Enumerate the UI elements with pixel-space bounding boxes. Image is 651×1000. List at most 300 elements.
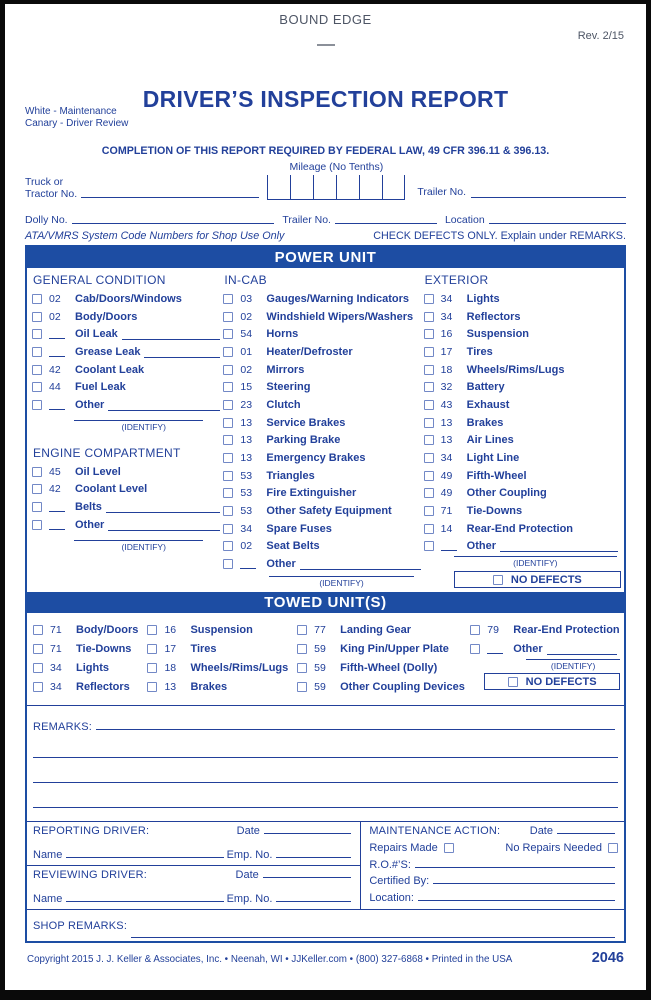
vmrs-code: 03 (240, 292, 253, 305)
defect-checkbox[interactable] (147, 682, 157, 692)
location-label: Location: (369, 892, 414, 904)
vmrs-code: 17 (164, 642, 177, 655)
remarks-line[interactable] (33, 758, 618, 783)
item-label: Other (466, 540, 497, 553)
emp-no-label: Emp. No. (226, 848, 273, 861)
checklist-item (223, 343, 423, 361)
vmrs-code: 15 (240, 381, 253, 394)
truck-no-field[interactable] (81, 196, 259, 198)
name-field[interactable] (66, 900, 223, 902)
item-label: Wheels/Rims/Lugs (190, 661, 289, 674)
defect-checkbox[interactable] (424, 418, 434, 428)
checklist-item (33, 658, 147, 677)
checklist-item (223, 290, 423, 308)
item-label: Brakes (190, 680, 228, 693)
checklist-item (424, 343, 621, 361)
defect-checkbox[interactable] (424, 365, 434, 375)
no-defects-label: NO DEFECTS (525, 675, 597, 688)
defect-checkbox[interactable] (223, 312, 233, 322)
remarks-line[interactable] (33, 733, 618, 758)
exterior-column (424, 272, 621, 588)
no-defects-checkbox[interactable] (508, 677, 518, 687)
checklist-item (424, 308, 621, 326)
date-label: Date (529, 825, 553, 837)
defect-checkbox[interactable] (470, 625, 480, 635)
emp-no-field[interactable] (276, 900, 351, 902)
drivers-column (27, 822, 361, 909)
item-label: Clutch (266, 398, 301, 411)
defect-checkbox[interactable] (223, 435, 233, 445)
in-cab-list (223, 290, 423, 573)
reporting-driver-block (27, 822, 360, 866)
identify-label: (IDENTIFY) (121, 541, 166, 552)
defect-checkbox[interactable] (223, 541, 233, 551)
item-label: Lights (76, 661, 109, 674)
vmrs-code (49, 520, 65, 530)
vmrs-code: 32 (440, 381, 453, 394)
identify-label: (IDENTIFY) (319, 578, 364, 588)
vmrs-code (49, 329, 65, 339)
location-label: Location (444, 214, 485, 226)
vmrs-code: 79 (487, 623, 499, 636)
identify-block (74, 420, 213, 432)
vmrs-code: 14 (440, 522, 453, 535)
defect-checkbox[interactable] (424, 506, 434, 516)
item-label: Other (513, 642, 543, 655)
defect-checkbox[interactable] (223, 294, 233, 304)
defect-checkbox[interactable] (32, 484, 42, 494)
bound-edge-label: BOUND EDGE (279, 12, 372, 27)
checklist-item (470, 620, 620, 639)
ro-numbers-label: R.O.#’S: (369, 858, 411, 871)
write-in-line[interactable] (108, 409, 220, 411)
checklist-item (223, 520, 423, 538)
checklist-item (32, 361, 223, 379)
vmrs-code: 34 (50, 680, 62, 693)
vmrs-code: 49 (440, 487, 453, 500)
exterior-list (424, 290, 621, 555)
checklist-item (297, 658, 470, 677)
checklist-item (223, 361, 423, 379)
defect-checkbox[interactable] (33, 644, 43, 654)
defect-checkbox[interactable] (223, 329, 233, 339)
vmrs-code: 13 (240, 434, 253, 447)
vmrs-code: 59 (314, 661, 326, 674)
federal-law-note: COMPLETION OF THIS REPORT REQUIRED BY FEDERAL LAW, 49 CFR 396.11 & 396.13. (101, 145, 550, 157)
defect-checkbox[interactable] (223, 453, 233, 463)
vmrs-code: 71 (50, 642, 62, 655)
item-label: Fire Extinguisher (266, 487, 357, 500)
checklist-item (223, 414, 423, 432)
defect-checkbox[interactable] (147, 644, 157, 654)
item-label: Tie-Downs (466, 505, 523, 518)
vmrs-code: 16 (440, 328, 453, 341)
no-repairs-needed-label: No Repairs Needed (505, 841, 602, 854)
item-label: Spare Fuses (266, 522, 332, 535)
vmrs-code: 42 (49, 483, 61, 496)
vmrs-code: 13 (240, 416, 253, 429)
vmrs-code: 13 (164, 680, 177, 693)
defect-checkbox[interactable] (223, 418, 233, 428)
no-defects-checkbox[interactable] (493, 575, 503, 585)
identify-line[interactable] (526, 659, 620, 660)
vmrs-code: 59 (314, 642, 326, 655)
checklist-item (424, 538, 621, 556)
remarks-label: REMARKS: (33, 721, 93, 733)
item-label: Wheels/Rims/Lugs (466, 363, 565, 376)
identify-block (454, 556, 617, 568)
identify-label: (IDENTIFY) (550, 661, 596, 671)
vmrs-code: 44 (49, 381, 61, 394)
vmrs-code (49, 400, 65, 410)
defect-checkbox[interactable] (33, 663, 43, 673)
vmrs-code: 16 (164, 623, 177, 636)
vmrs-code (49, 502, 65, 512)
item-label: Fifth-Wheel (Dolly) (340, 661, 438, 674)
mileage-boxes[interactable] (267, 175, 405, 200)
defect-checkbox[interactable] (297, 644, 307, 654)
defect-checkbox[interactable] (32, 502, 42, 512)
defect-checkbox[interactable] (424, 294, 434, 304)
checklist-item (223, 325, 423, 343)
vmrs-code: 53 (240, 469, 253, 482)
form-page (5, 4, 646, 990)
item-label: Triangles (266, 469, 315, 482)
item-label: Tie-Downs (76, 642, 132, 655)
vmrs-code: 34 (440, 292, 453, 305)
item-label: Coolant Leak (75, 363, 145, 376)
vmrs-code (487, 644, 503, 654)
identify-line[interactable] (454, 556, 617, 557)
in-cab-column (223, 272, 423, 588)
ro-numbers-field[interactable] (415, 866, 615, 868)
item-label: Other Coupling Devices (340, 680, 465, 693)
checklist-item (424, 449, 621, 467)
item-label: Emergency Brakes (266, 452, 366, 465)
checklist-item (424, 378, 621, 396)
item-label: Body/Doors (76, 623, 139, 636)
shop-remarks-field[interactable] (131, 936, 615, 938)
item-label: Reflectors (76, 680, 130, 693)
checklist-item (424, 325, 621, 343)
defect-checkbox[interactable] (32, 312, 42, 322)
defect-checkbox[interactable] (32, 467, 42, 477)
trailer-no-2-label: Trailer No. (282, 214, 331, 226)
checklist-item (424, 520, 621, 538)
reviewing-driver-block (27, 866, 360, 910)
item-label: Coolant Level (75, 483, 148, 496)
inspection-table (25, 245, 626, 943)
form-header (25, 4, 626, 157)
defect-checkbox[interactable] (223, 488, 233, 498)
defect-checkbox[interactable] (223, 382, 233, 392)
defect-checkbox[interactable] (32, 347, 42, 357)
trailer-no-2-field[interactable] (335, 222, 437, 224)
defect-checkbox[interactable] (223, 506, 233, 516)
checklist-item (223, 467, 423, 485)
checklist-item (424, 467, 621, 485)
vmrs-code: 59 (314, 680, 326, 693)
date-label: Date (236, 825, 260, 837)
vmrs-code: 34 (240, 522, 253, 535)
defect-checkbox[interactable] (33, 625, 43, 635)
location-field[interactable] (418, 899, 615, 901)
item-label: Landing Gear (340, 623, 412, 636)
checklist-item (223, 449, 423, 467)
checklist-item (424, 396, 621, 414)
item-label: Parking Brake (266, 434, 341, 447)
defect-checkbox[interactable] (33, 682, 43, 692)
reporting-driver-label: REPORTING DRIVER: (33, 825, 150, 837)
identify-block (526, 659, 620, 671)
signature-section (27, 821, 624, 909)
location-field[interactable] (489, 222, 626, 224)
towed-column-4-list (470, 620, 620, 658)
write-in-line[interactable] (106, 511, 221, 513)
item-label: Heater/Defroster (266, 345, 353, 358)
checklist-item (223, 378, 423, 396)
item-label: Suspension (466, 328, 530, 341)
no-defects-label: NO DEFECTS (510, 573, 582, 586)
identify-block (74, 540, 213, 552)
defect-checkbox[interactable] (424, 541, 434, 551)
item-label: Cab/Doors/Windows (75, 292, 182, 305)
identify-line[interactable] (74, 540, 203, 541)
checklist-item (424, 485, 621, 503)
dolly-no-field[interactable] (72, 222, 275, 224)
item-label: Seat Belts (266, 540, 320, 553)
identify-line[interactable] (74, 420, 203, 421)
checklist-item (424, 432, 621, 450)
identify-label: (IDENTIFY) (121, 421, 166, 432)
defect-checkbox[interactable] (32, 294, 42, 304)
item-label: Other (75, 518, 105, 531)
vmrs-code: 01 (240, 345, 253, 358)
checklist-item (147, 658, 297, 677)
checklist-item (32, 498, 223, 516)
certified-by-field[interactable] (433, 882, 615, 884)
date-field[interactable] (264, 832, 351, 834)
defect-checkbox[interactable] (32, 329, 42, 339)
defect-checkbox[interactable] (223, 471, 233, 481)
towed-column-4 (470, 620, 620, 699)
item-label: Tires (466, 345, 493, 358)
defect-checkbox[interactable] (223, 365, 233, 375)
defect-checkbox[interactable] (297, 663, 307, 673)
checklist-item (147, 639, 297, 658)
defect-checkbox[interactable] (223, 347, 233, 357)
vmrs-code: 02 (240, 310, 253, 323)
in-cab-heading: IN-CAB (224, 273, 267, 287)
shop-remarks-label: SHOP REMARKS: (33, 919, 128, 932)
trailer-no-field[interactable] (471, 196, 626, 198)
item-label: Battery (466, 381, 505, 394)
instructions-row (25, 230, 626, 242)
checklist-item (223, 555, 423, 573)
item-label: Horns (266, 328, 299, 341)
vmrs-code: 77 (314, 623, 326, 636)
remarks-section (27, 705, 624, 821)
defect-checkbox[interactable] (223, 400, 233, 410)
engine-compartment-list (32, 463, 223, 534)
vmrs-code: 53 (240, 487, 253, 500)
remarks-line[interactable] (33, 783, 618, 808)
defect-checkbox[interactable] (424, 453, 434, 463)
item-label: Exhaust (466, 398, 510, 411)
vmrs-code: 13 (240, 452, 253, 465)
power-unit-body (27, 268, 624, 592)
write-in-line[interactable] (300, 568, 421, 570)
checklist-item (32, 481, 223, 499)
defect-checkbox[interactable] (147, 625, 157, 635)
defect-checkbox[interactable] (32, 382, 42, 392)
checklist-item (32, 463, 223, 481)
dolly-no-label: Dolly No. (25, 214, 68, 226)
towed-column-3 (297, 620, 470, 699)
towed-unit-header: TOWED UNIT(S) (27, 592, 624, 613)
mileage-group (267, 161, 405, 200)
item-label: Air Lines (466, 434, 514, 447)
dolly-row (25, 200, 626, 226)
item-label: Belts (75, 501, 102, 514)
item-label: Suspension (190, 623, 253, 636)
vmrs-code: 13 (440, 416, 453, 429)
defect-checkbox[interactable] (424, 524, 434, 534)
vmrs-code (49, 347, 65, 357)
item-label: Gauges/Warning Indicators (266, 292, 410, 305)
towed-unit-no-defects (484, 673, 620, 690)
power-unit-header: POWER UNIT (27, 247, 624, 268)
checklist-item (32, 516, 223, 534)
checklist-item (147, 677, 297, 696)
general-condition-column (32, 272, 223, 588)
defect-checkbox[interactable] (297, 682, 307, 692)
maintenance-action-block (361, 822, 624, 909)
write-in-line[interactable] (122, 338, 221, 340)
checklist-item (32, 308, 223, 326)
defect-checkbox[interactable] (223, 559, 233, 569)
defect-checkbox[interactable] (424, 400, 434, 410)
remarks-line[interactable] (96, 728, 615, 730)
write-in-line[interactable] (144, 356, 220, 358)
ata-vmrs-note: ATA/VMRS System Code Numbers for Shop Use Only (25, 230, 285, 242)
item-label: Steering (266, 381, 311, 394)
repairs-made-checkbox[interactable] (444, 843, 454, 853)
vmrs-code: 02 (49, 310, 61, 323)
vmrs-code: 43 (440, 398, 453, 411)
checklist-item (223, 538, 423, 556)
write-in-line[interactable] (547, 653, 617, 655)
checklist-item (32, 325, 223, 343)
identify-line[interactable] (269, 576, 413, 577)
defect-checkbox[interactable] (424, 471, 434, 481)
checklist-item (223, 485, 423, 503)
copy-canary-label: Canary - Driver Review (25, 118, 129, 129)
checklist-item (32, 290, 223, 308)
exterior-heading: EXTERIOR (424, 273, 489, 287)
checklist-item (424, 414, 621, 432)
item-label: Other Safety Equipment (266, 505, 392, 518)
vmrs-code: 42 (49, 363, 61, 376)
copy-distribution (25, 106, 128, 130)
date-field[interactable] (263, 876, 352, 878)
vmrs-code: 49 (440, 469, 453, 482)
vmrs-code (240, 559, 256, 569)
defect-checkbox[interactable] (32, 365, 42, 375)
form-footer (25, 950, 626, 966)
defect-checkbox[interactable] (147, 663, 157, 673)
vmrs-code: 02 (240, 363, 253, 376)
defect-checkbox[interactable] (424, 347, 434, 357)
general-condition-heading: GENERAL CONDITION (33, 273, 166, 287)
form-number: 2046 (591, 950, 624, 966)
identify-block (269, 576, 413, 588)
vmrs-code (441, 541, 457, 551)
towed-column-1 (33, 620, 147, 699)
no-repairs-needed-checkbox[interactable] (608, 843, 618, 853)
bound-edge-mark (317, 44, 335, 46)
checklist-item (424, 361, 621, 379)
checklist-item (424, 290, 621, 308)
vmrs-code: 34 (50, 661, 62, 674)
checklist-item (424, 502, 621, 520)
defect-checkbox[interactable] (32, 520, 42, 530)
vmrs-code: 18 (440, 363, 453, 376)
towed-column-2 (147, 620, 297, 699)
checklist-item (32, 378, 223, 396)
vmrs-code: 54 (240, 328, 253, 341)
defect-checkbox[interactable] (424, 329, 434, 339)
item-label: Other (75, 398, 105, 411)
vmrs-code: 13 (440, 434, 453, 447)
item-label: Windshield Wipers/Washers (266, 310, 414, 323)
checklist-item (297, 639, 470, 658)
defect-checkbox[interactable] (424, 435, 434, 445)
defect-checkbox[interactable] (424, 488, 434, 498)
item-label: Service Brakes (266, 416, 346, 429)
defect-checkbox[interactable] (32, 400, 42, 410)
defect-checkbox[interactable] (470, 644, 480, 654)
vmrs-code: 53 (240, 505, 253, 518)
item-label: King Pin/Upper Plate (340, 642, 449, 655)
item-label: Fuel Leak (75, 381, 126, 394)
checklist-item (32, 396, 223, 414)
date-field[interactable] (557, 832, 615, 834)
write-in-line[interactable] (108, 529, 220, 531)
defect-checkbox[interactable] (424, 312, 434, 322)
item-label: Mirrors (266, 363, 305, 376)
vmrs-code: 02 (49, 292, 61, 305)
item-label: Brakes (466, 416, 504, 429)
checklist-item (297, 677, 470, 696)
defect-checkbox[interactable] (223, 524, 233, 534)
identify-label: (IDENTIFY) (513, 558, 558, 568)
emp-no-field[interactable] (276, 856, 351, 858)
checklist-item (33, 620, 147, 639)
item-label: Other Coupling (466, 487, 547, 500)
write-in-line[interactable] (500, 550, 618, 552)
item-label: Grease Leak (75, 345, 141, 358)
defect-checkbox[interactable] (424, 382, 434, 392)
name-field[interactable] (66, 856, 223, 858)
vehicle-id-row (25, 154, 626, 200)
copy-white-label: White - Maintenance (25, 106, 117, 117)
truck-tractor-label: Truck or Tractor No. (25, 176, 78, 200)
item-label: Light Line (466, 452, 520, 465)
emp-no-label: Emp. No. (226, 893, 273, 905)
defect-checkbox[interactable] (297, 625, 307, 635)
general-condition-list (32, 290, 223, 414)
